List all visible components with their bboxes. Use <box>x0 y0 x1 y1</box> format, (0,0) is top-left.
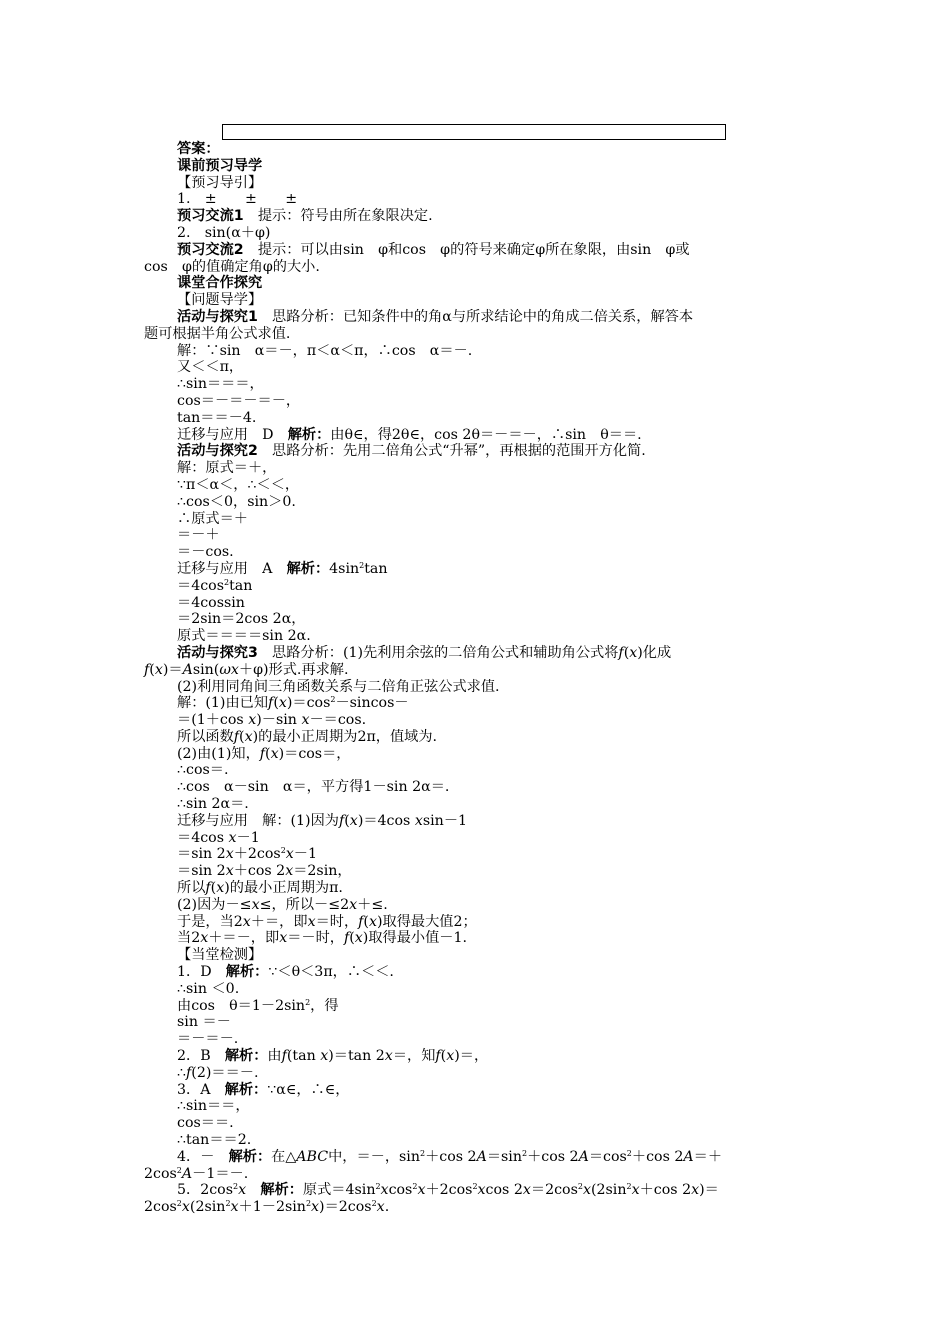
superscript: 2 <box>521 1148 528 1158</box>
text-segment: sin ＝－ <box>177 1014 231 1031</box>
text-segment: (2)因为－≤ <box>177 896 252 913</box>
superscript: 2 <box>176 1199 182 1209</box>
text-segment: x <box>216 880 225 897</box>
text-line <box>144 292 808 309</box>
text-segment: ≤，所以－≤2 <box>259 896 350 913</box>
text-segment: x <box>270 745 279 762</box>
text-segment: 题可根据半角公式求值. <box>144 325 291 342</box>
text-line <box>144 914 808 931</box>
text-line <box>144 1014 808 1031</box>
text-segment: 解：原式＝＋， <box>177 460 277 477</box>
superscript: 2 <box>371 1199 377 1209</box>
text-segment: )＝， <box>454 1048 489 1065</box>
text-segment: ＋cos 2 <box>631 1148 684 1165</box>
text-segment: . <box>384 1199 390 1216</box>
text-segment: f <box>358 913 364 930</box>
text-segment: x <box>307 913 316 930</box>
text-line <box>144 443 808 460</box>
bold-label: 解析： <box>287 426 331 443</box>
text-segment: 4．－ <box>177 1148 229 1165</box>
text-segment: x <box>301 712 310 729</box>
text-segment: x <box>414 812 423 829</box>
text-segment: 由 <box>267 1048 282 1065</box>
text-segment: ＋2cos <box>233 846 281 863</box>
text-line <box>144 1199 808 1216</box>
text-segment: 2cos <box>144 1165 177 1182</box>
text-segment: 所以 <box>177 880 206 897</box>
text-line <box>144 779 808 796</box>
text-line <box>144 1149 808 1166</box>
text-line <box>144 359 808 376</box>
text-segment: 又＜＜π， <box>177 359 244 376</box>
text-segment: ∵α∈，∴∈， <box>267 1081 350 1098</box>
text-segment: ＝4cossin <box>177 594 245 611</box>
text-segment: (2sin <box>189 1199 226 1216</box>
text-line <box>144 544 808 561</box>
text-line <box>144 1182 808 1199</box>
text-segment: ＝，知 <box>392 1048 436 1065</box>
superscript: 2 <box>626 1182 632 1192</box>
text-segment: f <box>186 1064 192 1081</box>
text-segment: x <box>368 913 377 930</box>
text-line <box>144 846 808 863</box>
text-segment: 1．D <box>177 964 226 981</box>
text-line <box>144 460 808 477</box>
text-segment: x <box>349 812 358 829</box>
text-segment: sin( <box>192 661 220 678</box>
text-segment: ABC <box>296 1148 329 1165</box>
text-segment: ∴sin ＜0. <box>177 980 240 997</box>
text-line <box>144 1065 808 1082</box>
text-line <box>144 275 808 292</box>
text-segment: ＋φ)形式.再求解. <box>238 661 349 678</box>
text-segment: (2)利用同角间三角函数关系与二倍角正弦公式求值. <box>177 678 500 695</box>
text-segment: )的最小正周期为π. <box>224 880 343 897</box>
text-segment: x <box>376 1199 385 1216</box>
superscript: 2 <box>375 1182 381 1192</box>
text-segment: )＝ <box>162 661 183 678</box>
text-segment: x <box>154 661 163 678</box>
superscript: 2 <box>223 577 230 587</box>
text-segment: 5．2cos <box>177 1182 234 1199</box>
text-segment: ∵＜θ＜3π，∴＜＜. <box>268 964 394 981</box>
text-segment: x <box>225 846 234 863</box>
text-segment: 提示：符号由所在象限决定. <box>243 208 433 225</box>
text-segment: 由θ∈，得2θ∈，cos 2θ＝－＝－，∴sin θ＝＝. <box>330 426 642 443</box>
text-segment: 4sin <box>329 560 360 577</box>
text-segment: (2)＝＝－. <box>191 1064 259 1081</box>
text-line <box>144 729 808 746</box>
text-segment: ( <box>623 644 630 661</box>
text-segment: －＝cos. <box>309 712 367 729</box>
text-segment: f <box>233 728 240 745</box>
text-segment: ∴sin＝＝＝， <box>177 376 264 393</box>
bold-label: 活动与探究3 <box>177 644 258 661</box>
superscript: 2 <box>330 695 336 705</box>
text-line <box>144 930 808 947</box>
text-segment: tan <box>229 577 253 594</box>
text-segment: ＝2sin＝2cos 2α， <box>177 611 306 628</box>
text-segment: ＝＋ <box>693 1148 723 1165</box>
text-segment: ( <box>363 913 369 930</box>
text-segment: ＝时， <box>315 913 359 930</box>
text-segment: cos＝＝. <box>177 1115 234 1132</box>
bold-label: 预习交流2 <box>177 241 244 258</box>
text-segment: x <box>278 695 287 712</box>
text-line <box>144 863 808 880</box>
bold-label: 课前预习导学 <box>177 157 263 174</box>
text-segment: 3．A <box>177 1081 225 1098</box>
text-line <box>144 561 808 578</box>
text-line <box>144 527 808 544</box>
text-segment: 2cos <box>144 1199 177 1216</box>
text-segment: ( <box>149 661 155 678</box>
text-segment: x <box>582 1182 591 1199</box>
text-segment: f <box>338 812 345 829</box>
text-segment: ，得 <box>310 997 339 1014</box>
text-segment: sin－1 <box>422 812 468 829</box>
text-segment: ∴cos＝. <box>177 762 229 779</box>
text-segment: 原式＝＝＝＝sin 2α. <box>177 628 311 645</box>
text-segment: 迁移与应用 A <box>177 560 287 577</box>
text-segment: cos 2 <box>485 1182 523 1199</box>
text-segment: )－sin <box>256 712 302 729</box>
text-segment: x <box>230 1199 239 1216</box>
superscript: 2 <box>412 1182 418 1192</box>
text-segment: ωx <box>219 661 239 678</box>
text-segment: f <box>144 661 150 678</box>
text-segment: ＝－cos. <box>177 544 234 561</box>
text-segment: x <box>285 863 294 880</box>
text-line <box>144 410 808 427</box>
bold-label: 解析： <box>286 560 330 577</box>
text-segment: ＋cos 2 <box>639 1182 692 1199</box>
text-segment: )＝ <box>699 1182 719 1199</box>
text-line <box>144 897 808 914</box>
text-segment: ( <box>440 1048 447 1065</box>
text-segment: －1 <box>236 829 260 846</box>
text-line <box>144 679 808 696</box>
text-segment: ∴ <box>177 1064 187 1081</box>
text-line <box>144 393 808 410</box>
text-segment: ∴tan＝＝2. <box>177 1132 252 1149</box>
bold-label: 课堂合作探究 <box>177 275 263 292</box>
text-segment: ＝4cos <box>177 829 229 846</box>
text-segment: ＝－时， <box>287 930 344 947</box>
text-segment: ＋≤. <box>357 896 388 913</box>
text-segment: x <box>181 1199 190 1216</box>
text-segment: x <box>631 1182 640 1199</box>
text-segment: )＝tan 2 <box>328 1048 385 1065</box>
text-line <box>144 175 808 192</box>
text-line <box>144 998 808 1015</box>
text-segment: x <box>248 712 257 729</box>
text-line <box>144 225 808 242</box>
text-segment: x <box>238 1182 247 1199</box>
text-segment: )取得最小值－1. <box>362 930 467 947</box>
text-segment: (tan <box>286 1048 321 1065</box>
text-segment: ∴sin 2α＝. <box>177 796 249 813</box>
text-segment: f <box>435 1048 441 1065</box>
text-segment: f <box>268 695 274 712</box>
text-segment: 【问题导学】 <box>177 292 263 309</box>
text-segment: A <box>578 1148 589 1165</box>
text-line <box>144 511 808 528</box>
text-segment: ＋2cos <box>425 1182 473 1199</box>
text-segment: x <box>349 896 358 913</box>
text-segment: tan＝＝－4. <box>177 409 257 426</box>
text-segment: A <box>476 1148 487 1165</box>
text-segment: x <box>311 1199 320 1216</box>
bold-label: 解析： <box>225 964 269 981</box>
superscript: 2 <box>305 1199 312 1209</box>
text-line <box>144 645 808 662</box>
text-segment: ＝－＋ <box>177 527 220 544</box>
text-line <box>144 964 808 981</box>
text-segment: 所以函数 <box>177 728 234 745</box>
text-segment: ＝sin 2 <box>177 846 226 863</box>
text-segment: x <box>417 1182 426 1199</box>
text-segment: ＝sin <box>486 1148 522 1165</box>
text-segment: ＝－＝－. <box>177 1031 239 1048</box>
text-line <box>144 427 808 444</box>
text-segment: x <box>228 829 237 846</box>
text-segment: ( <box>239 728 245 745</box>
text-segment: tan <box>364 560 388 577</box>
text-segment: x <box>242 913 251 930</box>
superscript: 2 <box>359 560 365 570</box>
text-segment: 在△ <box>271 1148 297 1165</box>
text-segment: x <box>629 644 638 661</box>
text-line <box>144 830 808 847</box>
text-segment: (2sin <box>590 1182 627 1199</box>
text-segment: ∵π＜α＜，∴＜＜， <box>177 476 300 493</box>
text-segment: x <box>320 1048 329 1065</box>
text-line <box>144 595 808 612</box>
text-segment: f <box>281 1048 287 1065</box>
text-segment: 2．B <box>177 1048 225 1065</box>
text-segment: )＝cos <box>286 695 331 712</box>
text-segment: 于是，当2 <box>177 913 243 930</box>
bold-label: 解析： <box>228 1148 272 1165</box>
text-segment: ＝cos <box>588 1148 627 1165</box>
text-segment: )取得最大值2； <box>376 913 477 930</box>
text-segment: x <box>279 930 288 947</box>
text-segment: )＝cos＝， <box>278 745 351 762</box>
text-line <box>144 1082 808 1099</box>
text-segment: 解：∵sin α＝－，π＜α＜π，∴cos α＝－. <box>177 342 473 359</box>
bold-label: 解析： <box>224 1048 268 1065</box>
text-segment: x <box>354 930 363 947</box>
text-line <box>144 309 808 326</box>
text-segment: (2)由(1)知， <box>177 745 260 762</box>
text-line <box>144 1166 808 1183</box>
text-segment: ＝(1＋cos <box>177 712 249 729</box>
text-segment: 当2 <box>177 930 201 947</box>
text-line <box>144 191 808 208</box>
text-line <box>144 981 808 998</box>
text-line <box>144 813 808 830</box>
text-segment: 1. ± ± ± <box>177 191 298 208</box>
text-segment: x <box>285 846 294 863</box>
text-line <box>144 376 808 393</box>
text-segment: )化成 <box>637 644 672 661</box>
text-segment: 解：(1)由已知 <box>177 695 269 712</box>
text-line <box>144 746 808 763</box>
text-line <box>144 242 808 259</box>
text-segment: x <box>691 1182 700 1199</box>
superscript: 2 <box>176 1165 182 1175</box>
text-line <box>144 611 808 628</box>
bold-label: 解析： <box>224 1081 268 1098</box>
text-segment: x <box>200 930 209 947</box>
text-line <box>144 1098 808 1115</box>
text-line <box>144 1115 808 1132</box>
text-line <box>144 662 808 679</box>
text-segment: ∴sin＝＝， <box>177 1098 250 1115</box>
text-segment: 迁移与应用 D <box>177 426 288 443</box>
text-line <box>144 158 808 175</box>
text-segment: 思路分析：(1)先利用余弦的二倍角公式和辅助角公式将 <box>257 644 619 661</box>
text-line <box>144 796 808 813</box>
bold-label: 预习交流1 <box>177 208 244 225</box>
text-line <box>144 762 808 779</box>
text-segment: ( <box>344 812 350 829</box>
text-segment: x <box>446 1048 455 1065</box>
text-segment: cos <box>388 1182 413 1199</box>
text-line <box>144 259 808 276</box>
text-segment: x <box>384 1048 393 1065</box>
text-segment: ＋＝，即 <box>250 913 308 930</box>
text-segment: 中，＝－，sin <box>328 1148 420 1165</box>
text-line <box>144 1031 808 1048</box>
superscript: 2 <box>225 1199 231 1209</box>
text-line <box>144 880 808 897</box>
superscript: 2 <box>233 1182 239 1192</box>
text-segment: ＋cos 2 <box>233 863 286 880</box>
text-segment: x <box>251 896 260 913</box>
header-box <box>222 124 726 140</box>
superscript: 2 <box>472 1182 478 1192</box>
text-segment <box>246 1182 260 1198</box>
text-segment: 原式＝4sin <box>302 1182 376 1199</box>
text-line <box>144 326 808 343</box>
text-segment: 迁移与应用 解：(1)因为 <box>177 812 339 829</box>
text-segment: ( <box>273 695 279 712</box>
text-segment: x <box>380 1182 389 1199</box>
bold-label: 解析： <box>260 1182 303 1199</box>
text-line <box>144 628 808 645</box>
text-line <box>144 477 808 494</box>
bold-label: 活动与探究1 <box>177 308 258 325</box>
text-segment: f <box>259 745 266 762</box>
text-segment: ∴cos＜0，sin＞0. <box>177 493 296 510</box>
text-segment: x <box>522 1182 531 1199</box>
bold-label: 答案： <box>177 141 220 157</box>
superscript: 2 <box>305 997 311 1007</box>
text-line <box>144 343 808 360</box>
answer-document <box>144 141 808 1216</box>
text-line <box>144 947 808 964</box>
text-segment: ( <box>265 745 271 762</box>
text-line <box>144 695 808 712</box>
superscript: 2 <box>280 846 286 856</box>
text-segment: 思路分析：先用二倍角公式“升幂”，再根据的范围开方化简. <box>257 443 646 460</box>
text-segment: 思路分析：已知条件中的角α与所求结论中的角成二倍关系，解答本 <box>257 308 694 325</box>
text-segment: ＝2cos <box>530 1182 578 1199</box>
superscript: 2 <box>626 1148 632 1158</box>
text-line <box>144 712 808 729</box>
text-segment: f <box>205 880 211 897</box>
text-segment: A <box>181 1165 193 1182</box>
text-segment: －1＝－. <box>192 1165 249 1182</box>
text-segment: －1 <box>293 846 318 863</box>
text-line <box>144 1132 808 1149</box>
text-line <box>144 578 808 595</box>
text-line <box>144 208 808 225</box>
text-segment: f <box>618 644 624 661</box>
text-segment: x <box>477 1182 486 1199</box>
text-segment: )的最小正周期为2π，值域为. <box>252 728 438 745</box>
text-segment: 【预习导引】 <box>177 174 263 191</box>
text-segment: －sincos－ <box>335 695 409 712</box>
text-segment: ∴原式＝＋ <box>177 510 248 527</box>
superscript: 2 <box>419 1148 426 1158</box>
text-segment: A <box>683 1148 694 1165</box>
bold-label: 活动与探究2 <box>177 443 258 460</box>
text-segment: ＝4cos <box>177 577 224 594</box>
text-segment: ∴cos α－sin α＝，平方得1－sin 2α＝. <box>177 779 450 796</box>
text-segment: ＝2sin， <box>293 863 352 880</box>
text-segment: x <box>225 863 234 880</box>
text-segment: ＋1－2sin <box>238 1199 306 1216</box>
text-segment: ( <box>210 880 217 897</box>
superscript: 2 <box>577 1182 583 1192</box>
text-segment: A <box>182 661 193 678</box>
text-segment: 由cos θ＝1－2sin <box>177 997 306 1014</box>
text-segment: f <box>343 930 350 947</box>
text-segment: 【当堂检测】 <box>177 947 263 964</box>
text-segment: cos φ的值确定角φ的大小. <box>144 258 320 275</box>
text-segment: ( <box>349 930 355 947</box>
text-segment: 提示：可以由sin φ和cos φ的符号来确定φ所在象限，由sin φ或 <box>243 241 690 258</box>
text-segment: ＝sin 2 <box>177 863 226 880</box>
text-segment: ＋cos 2 <box>425 1148 477 1165</box>
text-line <box>144 141 808 158</box>
text-segment: x <box>244 728 253 745</box>
text-line <box>144 1048 808 1065</box>
text-segment: cos＝－＝－＝－， <box>177 392 301 409</box>
text-segment: 2. sin(α＋φ) <box>177 224 271 241</box>
text-segment: ＋cos 2 <box>527 1148 579 1165</box>
text-line <box>144 494 808 511</box>
text-segment: )＝4cos <box>357 812 415 829</box>
text-segment: ＋＝－，即 <box>208 930 280 947</box>
text-segment: )＝2cos <box>319 1199 372 1216</box>
